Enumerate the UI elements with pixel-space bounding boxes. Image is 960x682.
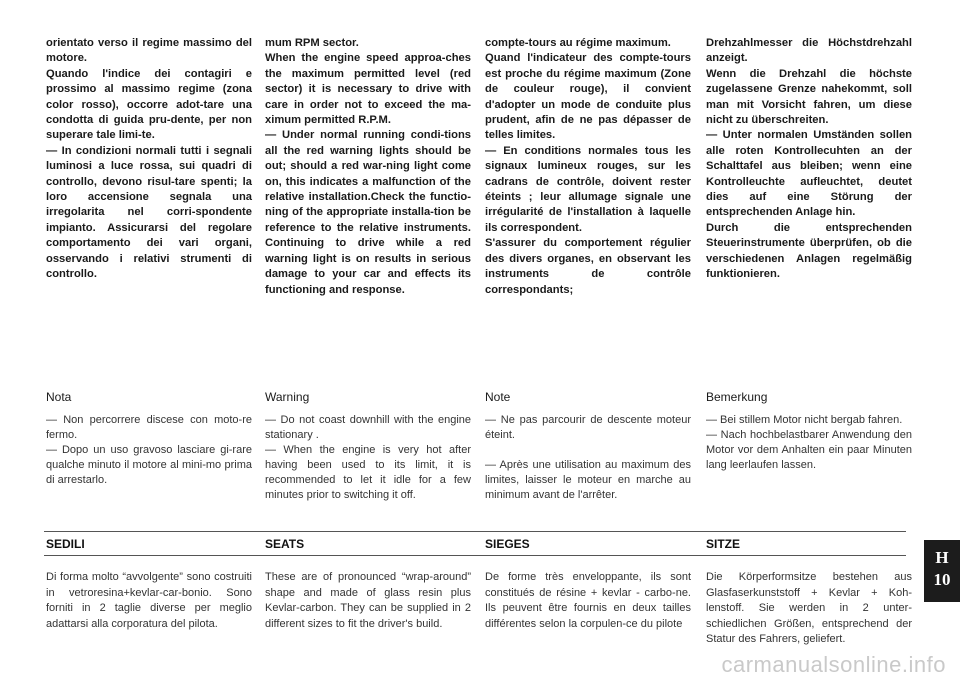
chapter-number: 10 [933,570,951,589]
note-english [265,390,471,503]
note-text: — Bei stillem Motor nicht bergab fahren. — Nach hochbelastbarer Anwendung den Motor vor dem Anhalten ein paar Minuten lang leerlaufen lassen. [706,414,912,471]
top-text-french [485,36,691,298]
paragraph: Die Körperformsitze bestehen aus Glasfaserkunststoff + Kevlar + Koh-lenstoff. Sie werden in 2 unter-schiedlichen Größen, entsprechend der Statur des Fahrers, geliefert. [706,571,912,645]
paragraph: mum RPM sector. When the engine speed approa-ches the maximum permitted level (red sector) it is necessary to drive with care in order not to exceed the ma- ximum permitted R.P.M. — Under normal running condi-tions all the red warning lights should be out; should a red war-ning light come on, this indicates a malfunction of the relative installation.Check the functio-ning of the appropriate installa-tion be reference to the relative instruments. Continuing to drive while a red warning light is on results in serious damage to your car and effects its functioning and response. [265,37,471,296]
section-heading-french [485,537,691,551]
paragraph: compte-tours au régime maximum. Quand l'indicateur des compte-tours est proche du régime maximum (Zone de couleur rouge), il convient d'adopter un mode de conduite plus prudent, afin de ne pas dépasser de telles limites. — En conditions normales tous les signaux lumineux rouges, sur les cadrans de contrôle, doivent rester éteints ; leur allumage signale une irrégularité de l'installation à laquelle ils correspondent. S'assurer du comportement régulier des divers organes, en observant les instruments de contrôle correspondants; [485,37,691,296]
section-divider-top [44,531,906,532]
note-title: Warning [265,390,310,404]
note-title: Bemerkung [706,390,768,404]
seats-text-english [265,570,471,632]
paragraph: De forme très enveloppante, ils sont constitués de résine + kevlar - carbo-ne. Ils peuvent être fournis en deux tailles différentes selon la corpulen-ce du pilote [485,571,691,630]
paragraph: Di forma molto “avvolgente” sono costruiti in vetroresina+kevlar-car-bonio. Sono forniti in 2 taglie diverse per meglio adattarsi alla corporatura del pilota. [46,571,252,630]
top-text-english [265,36,471,298]
note-text: — Ne pas parcourir de descente moteur éteint. — Après une utilisation au maximum des limites, laisser le moteur en marche au minimum avant de l'arrêter. [485,414,691,501]
chapter-letter: H [935,548,949,567]
seats-text-french [485,570,691,632]
seats-text-german [706,570,912,648]
section-heading-english [265,537,471,551]
note-title: Nota [46,390,72,404]
note-italian [46,390,252,488]
chapter-tab [924,540,960,602]
section-title: SIEGES [485,537,530,551]
watermark: carmanualsonline.info [721,652,946,677]
paragraph: orientato verso il regime massimo del motore. Quando l'indice dei contagiri e prossimo al massimo regime (zona color rosso), occorre adot-tare una condotta di guida pru-dente, per non superare tale limi-te. — In condizioni normali tutti i segnali luminosi a luce rossa, sui quadri di controllo, devono risul-tare spenti; la loro accensione segnala una irregolarita nel corri-spondente impianto. Assicurarsi del regolare comportamento dei vari organi, osservando i relativi strumenti di controllo. [46,37,252,281]
seats-text-italian [46,570,252,632]
paragraph: Drehzahlmesser die Höchstdrehzahl anzeigt. Wenn die Drehzahl die höchste zugelassene Grenze nahekommt, soll man mit Vorsicht fahren, um diese nicht zu überschreiten. — Unter normalen Umständen sollen alle roten Kontrollecuhten an der Schalttafel aus bleiben; wenn eine Kontrolleuchte aufleuchtet, deutet dies auf eine Störung der entsprechenden Anlage hin. Durch die entsprechenden Steuerinstrumente überprüfen, ob die verschiedenen Anlagen regelmäßig funktionieren. [706,37,912,281]
section-title: SITZE [706,537,741,551]
top-text-italian [46,36,252,283]
paragraph: These are of pronounced “wrap-around” shape and made of glass resin plus Kevlar-carbon. They can be supplied in 2 different sizes to fit the driver's build. [265,571,471,630]
section-heading-italian [46,537,252,551]
section-title: SEDILI [46,537,85,551]
note-german [706,390,912,473]
note-title: Note [485,390,511,404]
section-title: SEATS [265,537,305,551]
section-heading-german [706,537,912,551]
note-french [485,390,691,503]
note-text: — Do not coast downhill with the engine stationary . — When the engine is very hot after having been used to its limit, it is recommended to let it idle for a few minutes prior to switching it off. [265,414,471,501]
note-text: — Non percorrere discese con moto-re fermo. — Dopo un uso gravoso lasciare gi-rare qualche minuto il motore al mini-mo prima di arrestarlo. [46,414,252,486]
top-text-german [706,36,912,283]
section-divider-bottom [44,555,906,556]
